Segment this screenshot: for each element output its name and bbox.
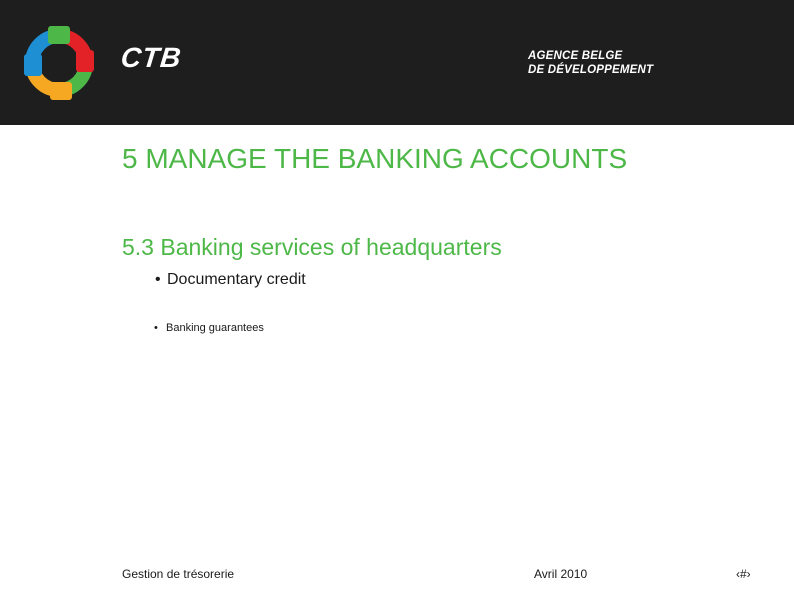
agency-line-1: AGENCE BELGE (528, 50, 623, 62)
bullet-dot: • (155, 271, 161, 288)
agency-name (528, 49, 653, 77)
bullet-text: Documentary credit (167, 271, 306, 288)
bullet-text: Banking guarantees (166, 322, 264, 334)
brand-name: CTB (119, 42, 184, 73)
bullet-dot: • (154, 322, 158, 334)
slide-header (0, 0, 794, 125)
ctb-knot-logo-icon (14, 18, 104, 108)
slide-subtitle: 5.3 Banking services of headquarters (122, 234, 502, 260)
bullet-banking-guarantees (154, 320, 264, 336)
footer-left-text: Gestion de trésorerie (122, 567, 235, 581)
bullet-documentary-credit (155, 270, 306, 290)
slide-number: ‹#› (736, 567, 751, 581)
footer-date: Avril 2010 (534, 567, 588, 581)
slide-title: 5 MANAGE THE BANKING ACCOUNTS (122, 143, 628, 174)
agency-line-2: DE DÉVELOPPEMENT (528, 64, 654, 76)
